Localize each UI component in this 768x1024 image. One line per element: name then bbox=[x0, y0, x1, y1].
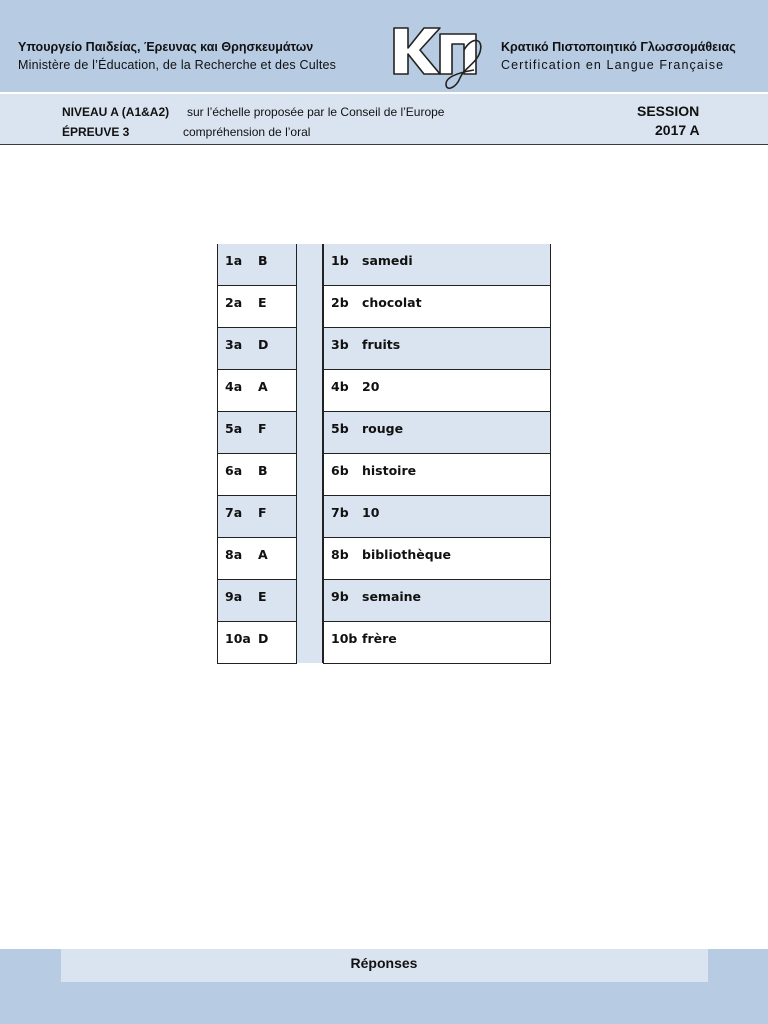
answer-letter: E bbox=[258, 589, 267, 604]
question-number-b: 10b bbox=[331, 631, 358, 646]
answer-letter: A bbox=[258, 547, 268, 562]
question-number-a: 2a bbox=[225, 295, 243, 310]
answer-cell-a bbox=[217, 328, 297, 370]
answer-cell-b bbox=[323, 412, 551, 454]
answer-letter: D bbox=[258, 631, 269, 646]
question-number-a: 4a bbox=[225, 379, 243, 394]
certification-name-greek: Κρατικό Πιστοποιητικό Γλωσσομάθειας bbox=[501, 40, 736, 54]
answer-letter: A bbox=[258, 379, 268, 394]
answer-cell-b bbox=[323, 328, 551, 370]
answer-letter: B bbox=[258, 463, 268, 478]
question-number-a: 7a bbox=[225, 505, 243, 520]
answer-cell-b bbox=[323, 538, 551, 580]
question-number-a: 9a bbox=[225, 589, 243, 604]
question-number-b: 5b bbox=[331, 421, 349, 436]
answer-word: frère bbox=[362, 631, 397, 646]
question-number-a: 8a bbox=[225, 547, 243, 562]
column-separator bbox=[296, 244, 323, 663]
answer-word: chocolat bbox=[362, 295, 422, 310]
question-number-a: 1a bbox=[225, 253, 243, 268]
answer-cell-a bbox=[217, 286, 297, 328]
question-number-a: 6a bbox=[225, 463, 243, 478]
answer-key-table bbox=[217, 244, 551, 663]
ministry-name-greek: Υπουργείο Παιδείας, Έρευνας και Θρησκευμάτων bbox=[18, 40, 314, 54]
session-label: SESSION bbox=[637, 103, 700, 119]
question-number-b: 6b bbox=[331, 463, 349, 478]
ministry-name-french: Ministère de l’Éducation, de la Recherche et des Cultes bbox=[18, 58, 337, 72]
certification-name-french: Certification en Langue Française bbox=[501, 58, 725, 72]
answer-word: bibliothèque bbox=[362, 547, 452, 562]
answer-cell-b bbox=[323, 454, 551, 496]
test-label: ÉPREUVE 3 bbox=[62, 125, 130, 139]
session-value: 2017 A bbox=[655, 122, 700, 138]
kpg-logo-icon bbox=[386, 20, 498, 100]
answer-word: 10 bbox=[362, 505, 380, 520]
question-number-a: 3a bbox=[225, 337, 243, 352]
question-number-b: 7b bbox=[331, 505, 349, 520]
answer-letter: D bbox=[258, 337, 269, 352]
answer-cell-b bbox=[323, 370, 551, 412]
answer-letter: E bbox=[258, 295, 267, 310]
question-number-b: 9b bbox=[331, 589, 349, 604]
answer-cell-a bbox=[217, 538, 297, 580]
footer-title: Réponses bbox=[350, 955, 418, 971]
level-description: sur l’échelle proposée par le Conseil de l’Europe bbox=[187, 105, 445, 119]
question-number-b: 8b bbox=[331, 547, 349, 562]
answer-word: rouge bbox=[362, 421, 404, 436]
answer-cell-a bbox=[217, 580, 297, 622]
answer-word: semaine bbox=[362, 589, 422, 604]
answer-cell-b bbox=[323, 244, 551, 286]
answer-word: 20 bbox=[362, 379, 380, 394]
test-description: compréhension de l’oral bbox=[183, 125, 311, 139]
question-number-a: 5a bbox=[225, 421, 243, 436]
question-number-a: 10a bbox=[225, 631, 251, 646]
question-number-b: 2b bbox=[331, 295, 349, 310]
answer-cell-a bbox=[217, 496, 297, 538]
answer-cell-b bbox=[323, 286, 551, 328]
question-number-b: 4b bbox=[331, 379, 349, 394]
answer-cell-b bbox=[323, 496, 551, 538]
answer-cell-a bbox=[217, 622, 297, 664]
answer-word: fruits bbox=[362, 337, 401, 352]
answer-letter: F bbox=[258, 421, 267, 436]
answer-word: histoire bbox=[362, 463, 417, 478]
answer-cell-a bbox=[217, 370, 297, 412]
answer-letter: F bbox=[258, 505, 267, 520]
answer-cell-a bbox=[217, 454, 297, 496]
answer-cell-b bbox=[323, 580, 551, 622]
answer-word: samedi bbox=[362, 253, 413, 268]
answer-letter: B bbox=[258, 253, 268, 268]
question-number-b: 3b bbox=[331, 337, 349, 352]
question-number-b: 1b bbox=[331, 253, 349, 268]
answer-cell-b bbox=[323, 622, 551, 664]
level-label: NIVEAU A (A1&A2) bbox=[62, 105, 170, 119]
answer-cell-a bbox=[217, 244, 297, 286]
answer-cell-a bbox=[217, 412, 297, 454]
